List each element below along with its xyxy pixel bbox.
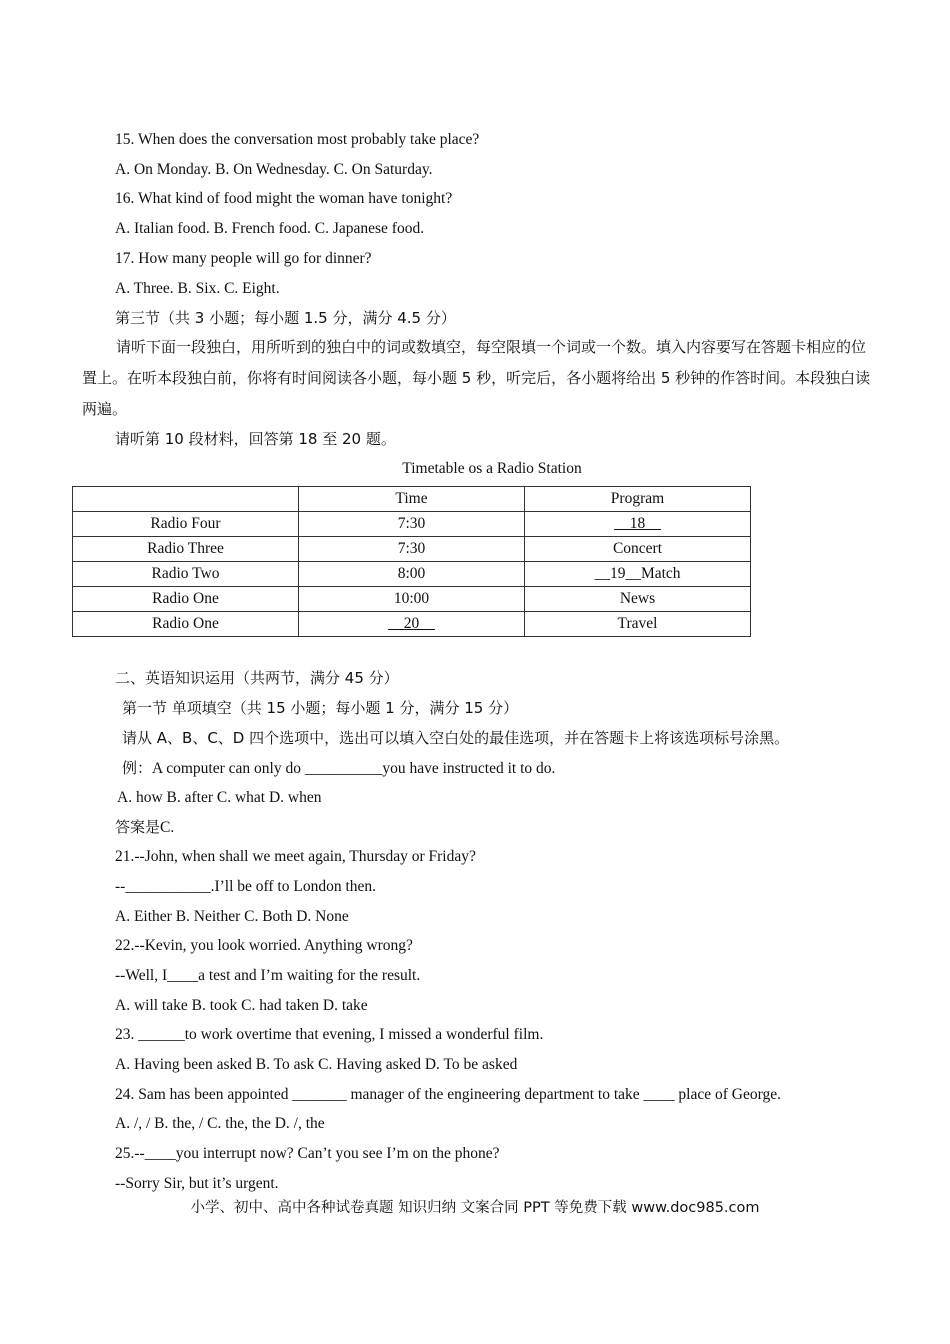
question-line: --Sorry Sir, but it’s urgent. <box>115 1175 279 1192</box>
section1-title: 第一节 单项填空（共 15 小题；每小题 1 分，满分 15 分） <box>122 699 519 717</box>
blank-18: __18__ <box>525 512 751 537</box>
example-prefix: 例： <box>122 759 153 777</box>
section1-instructions: 请从 A、B、C、D 四个选项中，选出可以填入空白处的最佳选项，并在答题卡上将该选项标号涂黑。 <box>122 729 790 747</box>
question-15-options: A. On Monday. B. On Wednesday. C. On Saturday. <box>115 161 433 178</box>
table-cell: 7:30 <box>299 537 525 562</box>
footer-banner: 小学、初中、高中各种试卷真题 知识归纳 文案合同 PPT 等免费下载 www.doc985.com <box>190 1200 760 1216</box>
table-cell: 8:00 <box>299 562 525 587</box>
question-line: 25.--____you interrupt now? Can’t you see I’m on the phone? <box>115 1145 500 1162</box>
table-cell: Radio Three <box>73 537 299 562</box>
table-row <box>73 587 751 612</box>
table-cell: Concert <box>525 537 751 562</box>
question-line: 24. Sam has been appointed _______ manager of the engineering department to take ____ place of George. <box>115 1086 782 1103</box>
blank-20: __20__ <box>299 612 525 637</box>
question-line: A. /, / B. the, / C. the, the D. /, the <box>115 1115 325 1132</box>
example-line <box>122 757 555 780</box>
table-header-cell <box>73 487 299 512</box>
example-options: A. how B. after C. what D. when <box>117 789 322 806</box>
section3-title: 第三节（共 3 小题；每小题 1.5 分，满分 4.5 分） <box>115 309 456 327</box>
table-cell: Radio Four <box>73 512 299 537</box>
table-cell: Radio One <box>73 587 299 612</box>
answer-value: C. <box>160 819 175 836</box>
timetable <box>72 486 751 637</box>
question-line: A. Either B. Neither C. Both D. None <box>115 908 349 925</box>
table-row <box>73 537 751 562</box>
table-cell: Radio Two <box>73 562 299 587</box>
question-15: 15. When does the conversation most probably take place? <box>115 131 480 148</box>
part2-title: 二、英语知识运用（共两节，满分 45 分） <box>115 669 399 687</box>
question-16-options: A. Italian food. B. French food. C. Japanese food. <box>115 220 425 237</box>
timetable-caption: Timetable os a Radio Station <box>402 460 582 477</box>
question-line: --Well, I____a test and I’m waiting for the result. <box>115 967 421 984</box>
table-row <box>73 562 751 587</box>
table-cell: Radio One <box>73 612 299 637</box>
blank-19: __19__Match <box>525 562 751 587</box>
table-header-row <box>73 487 751 512</box>
question-17: 17. How many people will go for dinner? <box>115 250 372 267</box>
table-cell: 10:00 <box>299 587 525 612</box>
answer-line <box>115 816 174 839</box>
table-row <box>73 612 751 637</box>
table-header-cell: Program <box>525 487 751 512</box>
question-17-options: A. Three. B. Six. C. Eight. <box>115 280 280 297</box>
example-text: A computer can only do __________you have instructed it to do. <box>152 760 556 777</box>
table-cell: Travel <box>525 612 751 637</box>
question-line: 21.--John, when shall we meet again, Thursday or Friday? <box>115 848 476 865</box>
table-cell: 7:30 <box>299 512 525 537</box>
table-header-cell: Time <box>299 487 525 512</box>
question-line: 22.--Kevin, you look worried. Anything wrong? <box>115 937 413 954</box>
table-cell: News <box>525 587 751 612</box>
answer-label: 答案是 <box>115 818 161 836</box>
section3-instructions: 请听下面一段独白，用所听到的独白中的词或数填空，每空限填一个词或一个数。填入内容要写在答题卡相应的位置上。在听本段独白前，你将有时间阅读各小题，每小题 5 秒，听完后，各小题将给出 5 秒钟的作答时间。本段独白读两遍。 <box>82 338 871 418</box>
question-line: A. Having been asked B. To ask C. Having asked D. To be asked <box>115 1056 518 1073</box>
question-line: --___________.I’ll be off to London then. <box>115 878 377 895</box>
question-line: A. will take B. took C. had taken D. take <box>115 997 368 1014</box>
question-16: 16. What kind of food might the woman have tonight? <box>115 190 453 207</box>
material-note: 请听第 10 段材料，回答第 18 至 20 题。 <box>115 430 396 448</box>
question-line: 23. ______to work overtime that evening, I missed a wonderful film. <box>115 1026 544 1043</box>
table-row <box>73 512 751 537</box>
